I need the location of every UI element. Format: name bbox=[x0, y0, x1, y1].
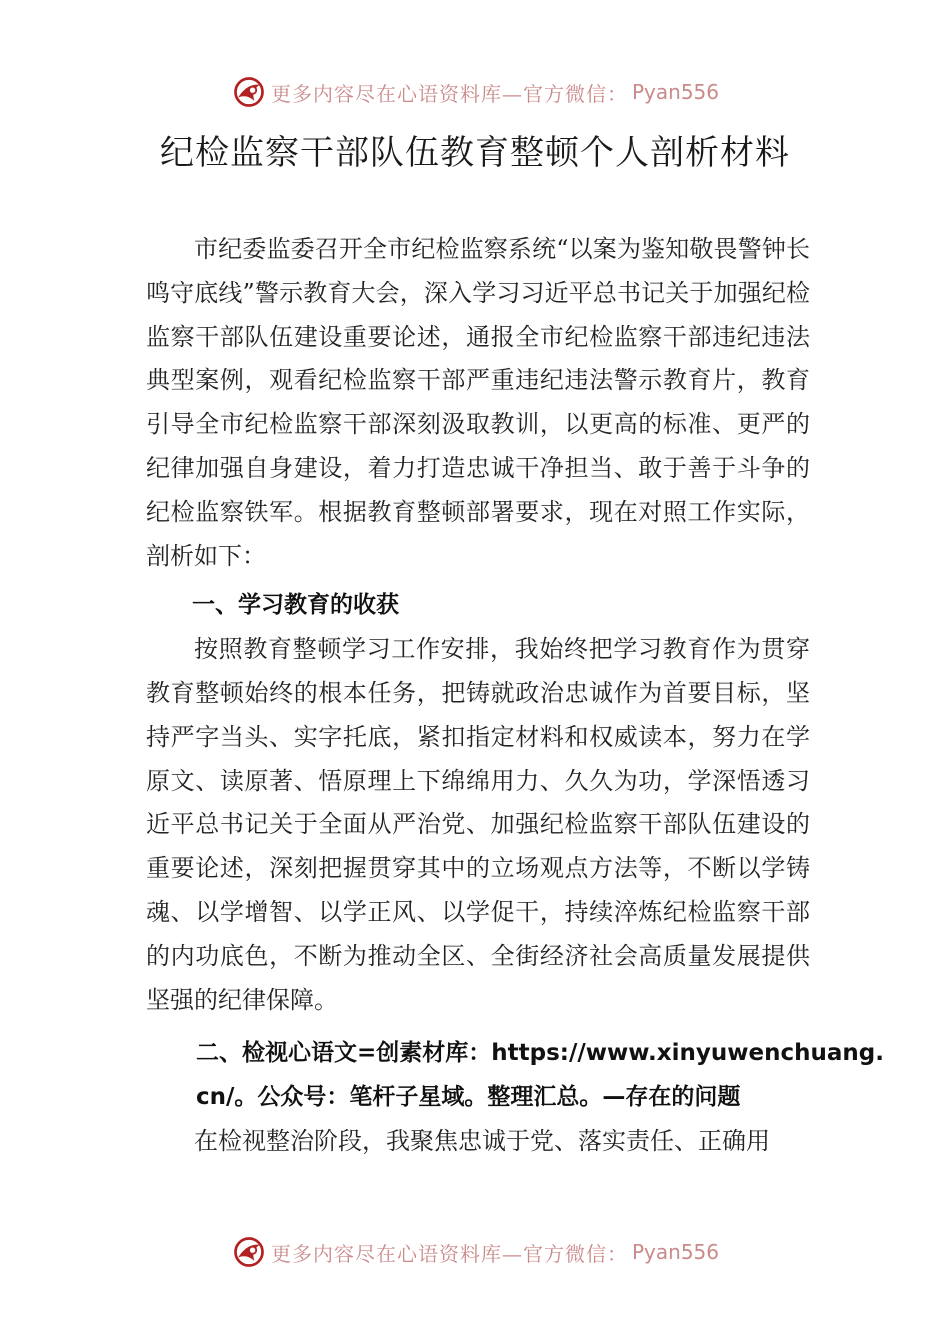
section-heading-1: 一、学习教育的收获 bbox=[192, 592, 399, 619]
bottom-watermark-banner bbox=[0, 1232, 950, 1272]
intro-paragraph: 市纪委监委召开全市纪检监察系统“以案为鉴知敬畏警钟长鸣守底线”警示教育大会，深入学习习近平总书记关于加强纪检监察干部队伍建设重要论述，通报全市纪检监察干部违纪违法典型案例，观看纪检监察干部严重违纪违法警示教育片，教育引导全市纪检监察干部深刻汲取教训，以更高的标准、更严的纪律加强自身建设，着力打造忠诚干净担当、敢于善于斗争的纪检监察铁军。根据教育整顿部署要求，现在对照工作实际，剖析如下： bbox=[146, 235, 810, 570]
red-swirl-logo-icon bbox=[231, 74, 267, 110]
section-heading-2: 二、检视心语文=创素材库：https://www.xinyuwenchuang.cn/。公众号：笔杆子星域。整理汇总。—存在的问题 bbox=[196, 1040, 884, 1111]
document-title: 纪检监察干部队伍教育整顿个人剖析材料 bbox=[160, 133, 790, 173]
section-2-paragraph: 在检视整治阶段，我聚焦忠诚于党、落实责任、正确用 bbox=[194, 1126, 770, 1155]
banner-wechat-id: Pyan556 bbox=[631, 80, 719, 104]
top-watermark-banner bbox=[0, 72, 950, 112]
section-1-paragraph: 按照教育整顿学习工作安排，我始终把学习教育作为贯穿教育整顿始终的根本任务，把铸就政治忠诚作为首要目标，坚持严字当头、实字托底，紧扣指定材料和权威读本，努力在学原文、读原著、悟原理上下绵绵用力、久久为功，学深悟透习近平总书记关于全面从严治党、加强纪检监察干部队伍建设的重要论述，深刻把握贯穿其中的立场观点方法等，不断以学铸魂、以学增智、以学正风、以学促干，持续淬炼纪检监察干部的内功底色，不断为推动全区、全街经济社会高质量发展提供坚强的纪律保障。 bbox=[146, 635, 810, 1014]
banner-wechat-id: Pyan556 bbox=[631, 1240, 719, 1264]
banner-text: 更多内容尽在心语资料库—官方微信： bbox=[270, 1241, 628, 1266]
red-swirl-logo-icon bbox=[231, 1234, 267, 1270]
document-body bbox=[146, 228, 884, 1164]
banner-text: 更多内容尽在心语资料库—官方微信： bbox=[270, 81, 628, 106]
